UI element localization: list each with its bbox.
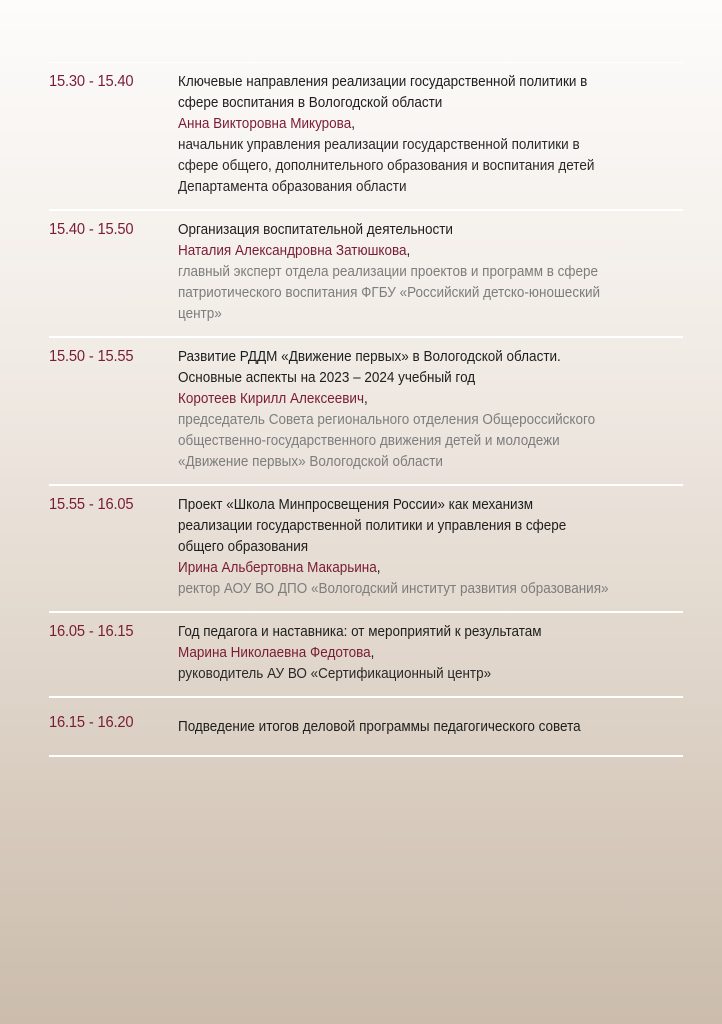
session-title: Организация воспитательной деятельности (178, 221, 453, 238)
speaker-role: центр» (178, 305, 222, 322)
time-slot: 16.05 - 16.15 (49, 623, 134, 640)
speaker-role: «Движение первых» Вологодской области (178, 453, 443, 470)
speaker-role: главный эксперт отдела реализации проектов и программ в сфере (178, 263, 599, 280)
session-title: Ключевые направления реализации государственной политики в (178, 73, 588, 90)
time-slot: 15.30 - 15.40 (49, 73, 134, 90)
session-title: общего образования (178, 538, 309, 555)
schedule-row (49, 613, 683, 698)
schedule-row (49, 698, 683, 757)
session-title: реализации государственной политики и управления в сфере (178, 517, 567, 534)
speaker-name: Ирина Альбертовна Макарьина (178, 559, 377, 576)
session-title: Основные аспекты на 2023 – 2024 учебный год (178, 369, 476, 386)
schedule-table (49, 62, 683, 757)
session-content (178, 346, 683, 472)
speaker-name: Коротеев Кирилл Алексеевич (178, 390, 364, 407)
speaker-role: общественно-государственного движения детей и молодежи (178, 432, 560, 449)
speaker-role: ректор АОУ ВО ДПО «Вологодский институт развития образования» (178, 580, 609, 597)
speaker-role: председатель Совета регионального отделения Общероссийского (178, 411, 596, 428)
session-title: Проект «Школа Минпросвещения России» как механизм (178, 496, 534, 513)
session-content (178, 712, 683, 737)
session-content (178, 621, 683, 684)
session-title: сфере воспитания в Вологодской области (178, 94, 443, 111)
time-slot: 15.50 - 15.55 (49, 348, 134, 365)
speaker-line: Коротеев Кирилл Алексеевич, (178, 390, 368, 407)
speaker-name: Анна Викторовна Микурова (178, 115, 352, 132)
speaker-line: Наталия Александровна Затюшкова, (178, 242, 411, 259)
time-slot: 15.55 - 16.05 (49, 496, 134, 513)
speaker-name: Марина Николаевна Федотова (178, 644, 371, 661)
session-title: Развитие РДДМ «Движение первых» в Вологодской области. (178, 348, 561, 365)
speaker-role: патриотического воспитания ФГБУ «Российский детско-юношеский (178, 284, 601, 301)
speaker-role: начальник управления реализации государственной политики в (178, 136, 580, 153)
schedule-row (49, 338, 683, 486)
session-content (178, 494, 683, 599)
speaker-line: Анна Викторовна Микурова, (178, 115, 355, 132)
time-slot: 16.15 - 16.20 (49, 714, 134, 731)
schedule-row (49, 63, 683, 211)
session-content (178, 71, 683, 197)
session-title: Год педагога и наставника: от мероприятий к результатам (178, 623, 542, 640)
speaker-line: Ирина Альбертовна Макарьина, (178, 559, 381, 576)
speaker-role: сфере общего, дополнительного образования и воспитания детей (178, 157, 595, 174)
session-title: Подведение итогов деловой программы педагогического совета (178, 718, 581, 735)
schedule-row (49, 486, 683, 613)
speaker-line: Марина Николаевна Федотова, (178, 644, 375, 661)
session-content (178, 219, 683, 324)
schedule-row (49, 211, 683, 338)
speaker-role: руководитель АУ ВО «Сертификационный центр» (178, 665, 492, 682)
time-slot: 15.40 - 15.50 (49, 221, 134, 238)
speaker-role: Департамента образования области (178, 178, 407, 195)
speaker-name: Наталия Александровна Затюшкова (178, 242, 407, 259)
